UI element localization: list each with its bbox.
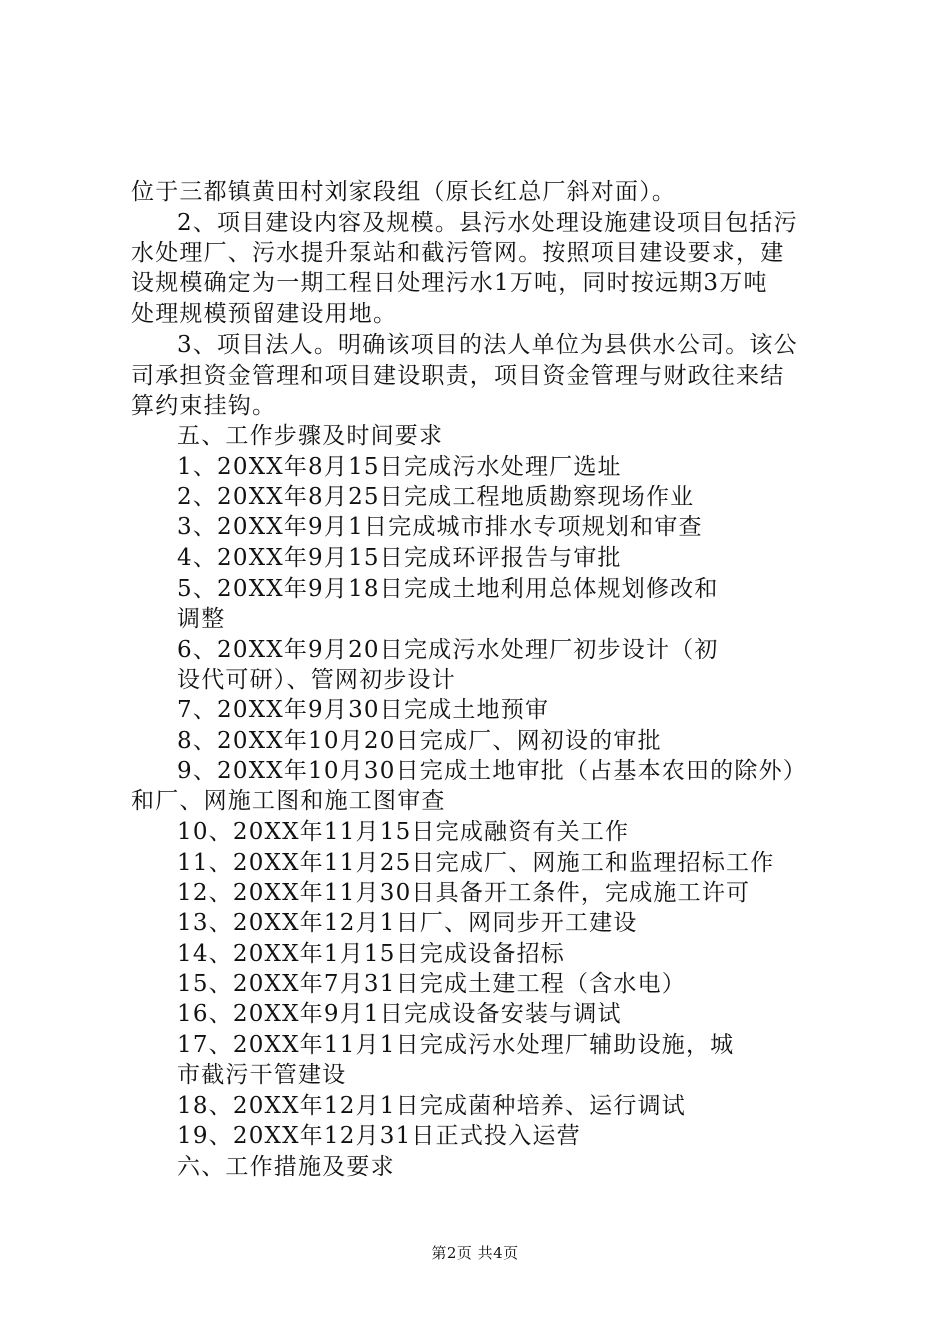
text-line: 4、20XX年9月15日完成环评报告与审批 xyxy=(177,545,622,571)
text-line: 司承担资金管理和项目建设职责，项目资金管理与财政往来结 xyxy=(131,363,785,389)
text-line: 17、20XX年11月1日完成污水处理厂辅助设施，城 xyxy=(177,1032,735,1058)
section-heading: 五、工作步骤及时间要求 xyxy=(177,423,444,449)
text-line: 1、20XX年8月15日完成污水处理厂选址 xyxy=(177,454,622,480)
text-line: 6、20XX年9月20日完成污水处理厂初步设计（初 xyxy=(177,637,719,663)
text-line: 设代可研）、管网初步设计 xyxy=(177,667,456,693)
text-line: 水处理厂、污水提升泵站和截污管网。按照项目建设要求，建 xyxy=(131,240,785,266)
page-number-footer: 第2页 共4页 xyxy=(431,1244,519,1262)
text-line: 3、20XX年9月1日完成城市排水专项规划和审查 xyxy=(177,514,703,540)
text-line: 和厂、网施工图和施工图审查 xyxy=(131,788,446,814)
section-heading: 六、工作措施及要求 xyxy=(177,1154,395,1180)
text-line: 14、20XX年1月15日完成设备招标 xyxy=(177,941,565,967)
text-line: 12、20XX年11月30日具备开工条件，完成施工许可 xyxy=(177,880,751,906)
text-line: 19、20XX年12月31日正式投入运营 xyxy=(177,1123,581,1149)
text-line: 2、项目建设内容及规模。县污水处理设施建设项目包括污 xyxy=(177,210,798,236)
text-line: 调整 xyxy=(177,606,226,632)
text-line: 3、项目法人。明确该项目的法人单位为县供水公司。该公 xyxy=(177,332,798,358)
text-line: 处理规模预留建设用地。 xyxy=(131,301,398,327)
text-line: 7、20XX年9月30日完成土地预审 xyxy=(177,697,550,723)
text-line: 13、20XX年12月1日厂、网同步开工建设 xyxy=(177,910,638,936)
text-line: 15、20XX年7月31日完成土建工程（含水电） xyxy=(177,971,686,997)
text-line: 设规模确定为一期工程日处理污水1万吨，同时按远期3万吨 xyxy=(131,270,768,296)
text-line: 5、20XX年9月18日完成土地利用总体规划修改和 xyxy=(177,576,719,602)
text-line: 8、20XX年10月20日完成厂、网初设的审批 xyxy=(177,728,662,754)
text-line: 算约束挂钩。 xyxy=(131,393,277,419)
text-line: 16、20XX年9月1日完成设备安装与调试 xyxy=(177,1001,622,1027)
text-line: 9、20XX年10月30日完成土地审批（占基本农田的除外） xyxy=(177,758,807,784)
text-line: 2、20XX年8月25日完成工程地质勘察现场作业 xyxy=(177,484,695,510)
text-line: 11、20XX年11月25日完成厂、网施工和监理招标工作 xyxy=(177,850,775,876)
text-line: 位于三都镇黄田村刘家段组（原长红总厂斜对面）。 xyxy=(131,179,677,205)
text-line: 18、20XX年12月1日完成菌种培养、运行调试 xyxy=(177,1093,686,1119)
text-line: 10、20XX年11月15日完成融资有关工作 xyxy=(177,819,630,845)
text-line: 市截污干管建设 xyxy=(177,1062,347,1088)
